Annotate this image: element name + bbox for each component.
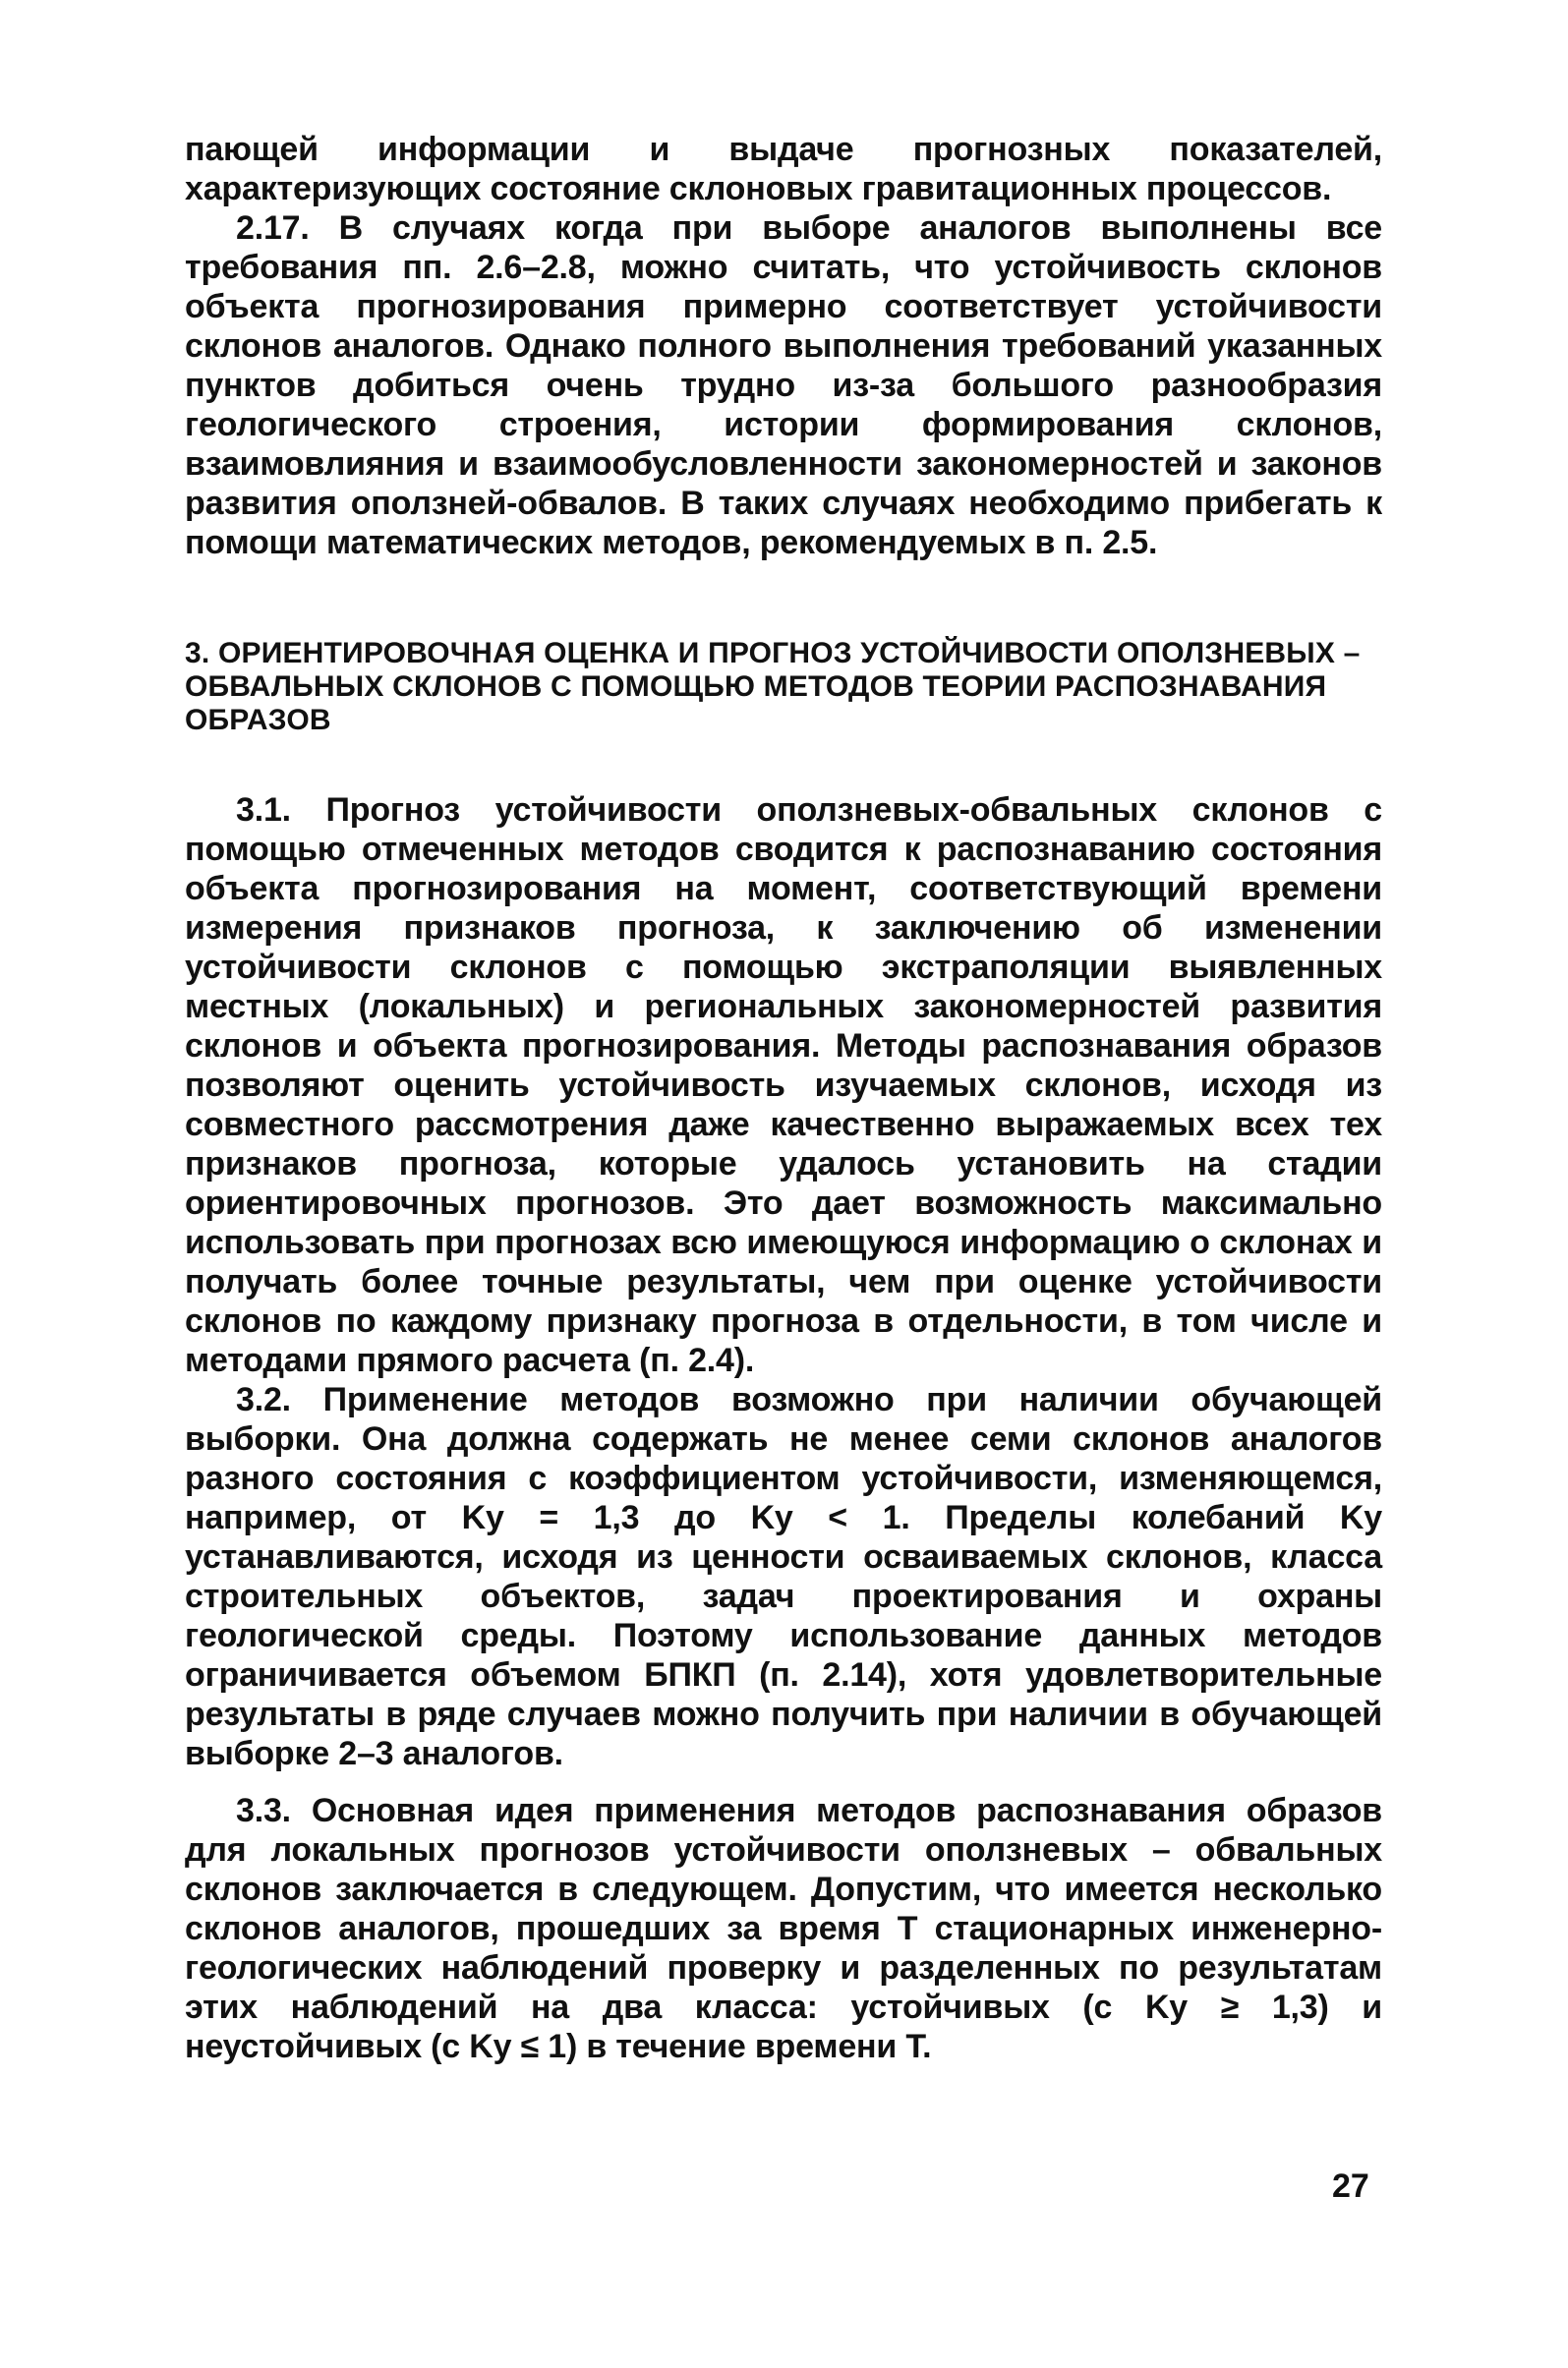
document-page <box>185 130 1382 2066</box>
paragraph-continuation: пающей информации и выдаче прогнозных показателей, характеризующих состояние склоновых гравитационных процессов. <box>185 131 1382 207</box>
paragraph-2-17: 2.17. В случаях когда при выборе аналогов выполнены все требования пп. 2.6–2.8, можно считать, что устойчивость склонов объекта прогнозирования примерно соответствует устойчивости склонов аналогов. Однако полного выполнения требований указанных пунктов добиться очень трудно из-за большого разнообразия геологического строения, истории формирования склонов, взаимовлияния и взаимообусловленности закономерностей и законов развития оползней-обвалов. В таких случаях необходимо прибегать к помощи математических методов, рекомендуемых в п. 2.5. <box>185 209 1382 561</box>
section-heading: 3. ОРИЕНТИРОВОЧНАЯ ОЦЕНКА И ПРОГНОЗ УСТОЙЧИВОСТИ ОПОЛЗНЕВЫХ – ОБВАЛЬНЫХ СКЛОНОВ С ПОМОЩЬЮ МЕТОДОВ ТЕОРИИ РАСПОЗНАВАНИЯ ОБРАЗОВ <box>185 637 1361 736</box>
paragraph-3-3: 3.3. Основная идея применения методов распознавания образов для локальных прогнозов устойчивости оползневых – обвальных склонов заключается в следующем. Допустим, что имеется несколько склонов аналогов, прошедших за время T стационарных инженерно-геологических наблюдений проверку и разделенных по результатам этих наблюдений на два класса: устойчивых (с Kу ≥ 1,3) и неустойчивых (с Kу ≤ 1) в течение времени T. <box>185 1792 1382 2065</box>
paragraph-3-1: 3.1. Прогноз устойчивости оползневых-обвальных склонов с помощью отмеченных методов сводится к распознаванию состояния объекта прогнозирования на момент, соответствующий времени измерения признаков прогноза, к заключению об изменении устойчивости склонов с помощью экстраполяции выявленных местных (локальных) и региональных закономерностей развития склонов и объекта прогнозирования. Методы распознавания образов позволяют оценить устойчивость изучаемых склонов, исходя из совместного рассмотрения даже качественно выражаемых всех тех признаков прогноза, которые удалось установить на стадии ориентировочных прогнозов. Это дает возможность максимально использовать при прогнозах всю имеющуюся информацию о склонах и получать более точные результаты, чем при оценке устойчивости склонов по каждому признаку прогноза в отдельности, в том числе и методами прямого расчета (п. 2.4). <box>185 791 1382 1379</box>
paragraph-gap <box>185 1773 1382 1791</box>
paragraph-3-2: 3.2. Применение методов возможно при наличии обучающей выборки. Она должна содержать не менее семи склонов аналогов разного состояния с коэффициентом устойчивости, изменяющемся, например, от Kу = 1,3 до Kу < 1. Пределы колебаний Kу устанавливаются, исходя из ценности осваиваемых склонов, класса строительных объектов, задач проектирования и охраны геологической среды. Поэтому использование данных методов ограничивается объемом БПКП (п. 2.14), хотя удовлетворительные результаты в ряде случаев можно получить при наличии в обучающей выборке 2–3 аналогов. <box>185 1381 1382 1772</box>
page-number: 27 <box>1332 2167 1369 2205</box>
